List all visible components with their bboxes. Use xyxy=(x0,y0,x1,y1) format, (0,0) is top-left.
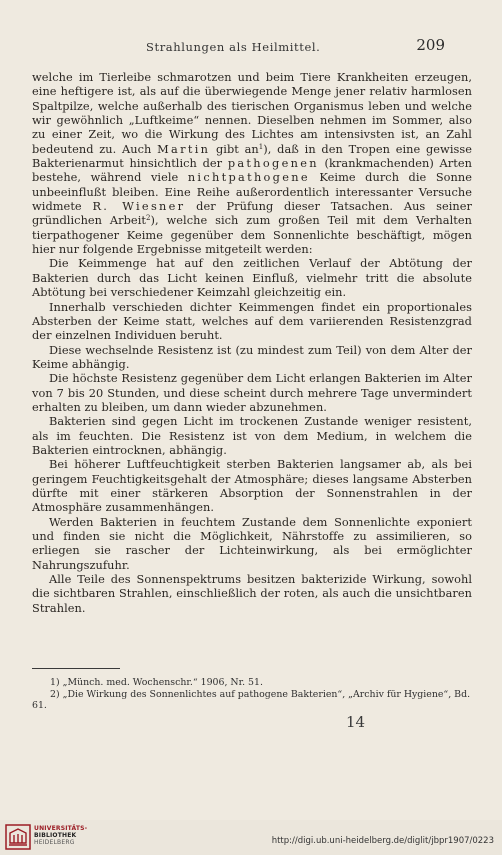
text-segment: ), daß in den Tropen eine gewisse Bakterienarmut hinsichtlich der xyxy=(32,141,473,171)
paragraph-6: Bakterien sind gegen Licht im trockenen Zustande weniger resistent, als im feuchten. Die Resistenz ist von dem Medium, in welchem die Bakterien eintrocknen, abhängig. xyxy=(32,414,472,457)
paragraph-2: Die Keimmenge hat auf den zeitlichen Verlauf der Abtötung der Bakterien durch das Licht keinen Einfluß, vielmehr tritt die absolute Abtötung bei verschiedener Keimzahl gleichzeitig ein. xyxy=(32,256,472,300)
library-name-line-1: UNIVERSITÄTS- xyxy=(34,825,88,832)
page-number: 209 xyxy=(416,36,445,54)
paragraph-1 xyxy=(32,70,472,256)
library-name-line-3: HEIDELBERG xyxy=(34,839,75,846)
paragraph-3: Innerhalb verschieden dichter Keimmengen findet ein proportionales Absterben der Keime statt, welches auf dem variierenden Resistenzgrad der einzelnen Individuen beruht. xyxy=(32,299,472,343)
footnote-ref-2: 2 xyxy=(145,214,151,223)
emphasis-pathogenen: pathogenen xyxy=(227,156,319,171)
library-logo-icon[interactable] xyxy=(5,824,31,850)
emphasis-nichtpathogene: nichtpathogene xyxy=(187,170,310,185)
footnote-1: 1) „Münch. med. Wochenschr.“ 1906, Nr. 51. xyxy=(50,677,263,688)
text-segment: Keime durch die Sonne unbeeinflußt bleiben. Eine Reihe außerordentlich interessanter Versuche widmete xyxy=(32,170,473,214)
body-text xyxy=(32,70,472,615)
text-segment: gibt an xyxy=(210,141,259,156)
footnotes xyxy=(32,677,472,712)
author-name-martin: Martin xyxy=(157,141,211,156)
text-segment: ), welche sich zum großen Teil mit dem Verhalten tierpathogener Keime gegenüber dem Sonnenlichte beschäftigt, mögen hier nur folgende Ergebnisse mitgeteilt werden: xyxy=(32,213,472,257)
paragraph-5: Die höchste Resistenz gegenüber dem Licht erlangen Bakterien im Alter von 7 bis 20 Stunden, und diese scheint durch mehrere Tage unvermindert erhalten zu bleiben, um dann wieder abzunehmen. xyxy=(32,371,472,414)
library-name[interactable] xyxy=(34,825,87,846)
author-name-wiesner: R. Wiesner xyxy=(92,199,186,214)
text-segment: der Prüfung dieser Tatsachen. Aus seiner gründlichen Arbeit xyxy=(32,199,472,228)
footnote-2: 2) „Die Wirkung des Sonnenlichtes auf pathogene Bakterien“, „Archiv für Hygiene“, Bd. 61. xyxy=(32,688,471,712)
paragraph-9: Alle Teile des Sonnenspektrums besitzen bakterizide Wirkung, sowohl die sichtbaren Strahlen, einschließlich der roten, als auch die unsichtbaren Strahlen. xyxy=(32,572,472,615)
paragraph-4: Diese wechselnde Resistenz ist (zu mindest zum Teil) von dem Alter der Keime abhängig. xyxy=(32,342,472,371)
source-url-link[interactable]: http://digi.ub.uni-heidelberg.de/diglit/jbpr1907/0223 xyxy=(271,836,494,846)
paragraph-7: Bei höherer Luftfeuchtigkeit sterben Bakterien langsamer ab, als bei geringem Feuchtigkeitsgehalt der Atmosphäre; dieses langsame Absterben dürfte mit einer stärkeren Absorption der Sonnenstrahlen in der Atmosphäre zusammenhängen. xyxy=(32,457,472,515)
running-head: Strahlungen als Heilmittel. xyxy=(146,40,321,54)
signature-mark: 14 xyxy=(346,713,366,731)
footnote-ref-1: 1 xyxy=(258,142,264,151)
text-segment: welche im Tierleibe schmarotzen und beim Tiere Krankheiten erzeugen, eine heftigere ist, als auf die überwiegende Menge jener relativ harmlosen Spaltpilze, welche außerhalb des tierischen Organismus leben und welche wir gewöhnlich „Luftkeime“ nennen. Dieselben nehmen im Sommer, also zu einer Zeit, wo die Wirkung des Lichtes am intensivsten ist, an Zahl bedeutend zu. Auch xyxy=(32,70,472,156)
paragraph-8: Werden Bakterien in feuchtem Zustande dem Sonnenlichte exponiert und finden sie nicht die Möglichkeit, Nährstoffe zu assimilieren, so erliegen sie rascher der Lichteinwirkung, als bei ermöglichter Nahrungszufuhr. xyxy=(32,514,472,572)
text-segment: (krankmachenden) Arten bestehe, während viele xyxy=(32,156,472,185)
library-name-line-2: BIBLIOTHEK xyxy=(34,832,77,839)
footnote-divider xyxy=(32,668,120,669)
